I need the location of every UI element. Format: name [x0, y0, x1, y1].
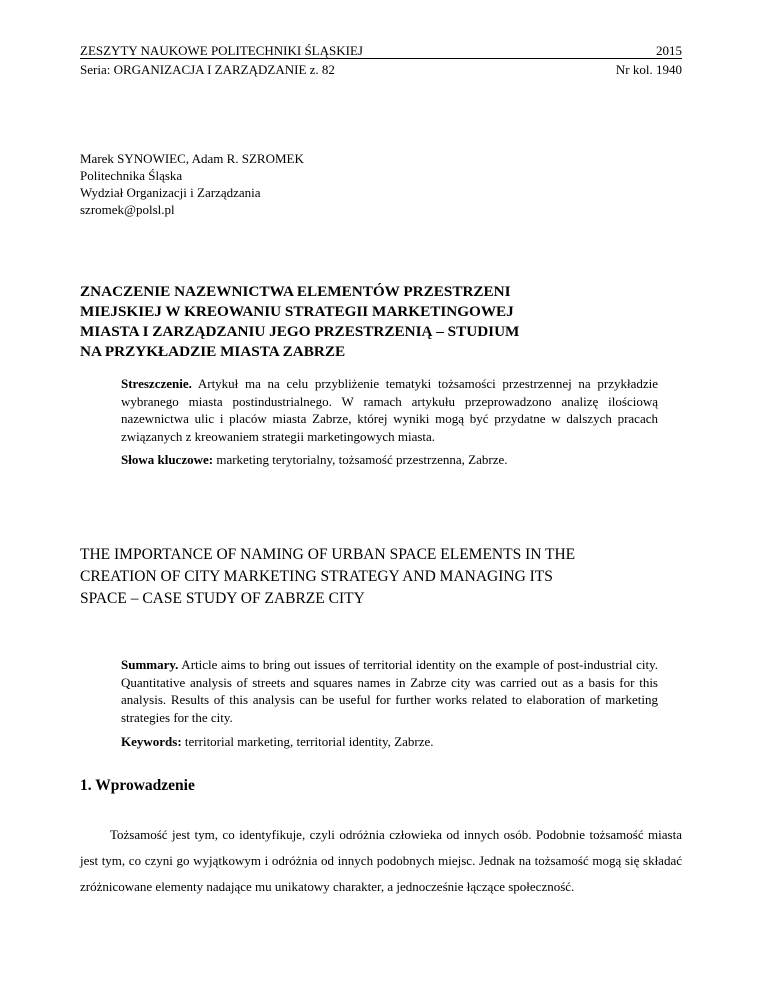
author-names: Marek SYNOWIEC, Adam R. SZROMEK — [80, 151, 304, 166]
title-polish-line: MIASTA I ZARZĄDZANIU JEGO PRZESTRZENIĄ – STUDIUM — [80, 323, 520, 340]
author-email: szromek@polsl.pl — [80, 202, 175, 217]
title-english-line: SPACE – CASE STUDY OF ZABRZE CITY — [80, 590, 365, 607]
keywords-english-list: territorial marketing, territorial identity, Zabrze. — [181, 734, 434, 749]
keywords-english-label: Keywords: — [121, 734, 182, 749]
abstract-polish-body: Artykuł ma na celu przybliżenie tematyki tożsamości przestrzennej na przykładzie wybranego miasta postindustrialnego. W ramach artykułu przeprowadzono analizę ilościową nazewnictwa ulic i placów miasta Zabrze, której wyniki mogą być przydatne w dalszych pracach związanych z kreowaniem strategii marketingowych miasta. — [121, 376, 658, 444]
journal-year: 2015 — [656, 43, 682, 58]
keywords-polish-label: Słowa kluczowe: — [121, 452, 214, 467]
abstract-english-label: Summary. — [121, 657, 179, 672]
abstract-polish-label: Streszczenie. — [121, 376, 192, 391]
keywords-polish — [121, 451, 658, 469]
journal-name: ZESZYTY NAUKOWE POLITECHNIKI ŚLĄSKIEJ — [80, 43, 363, 58]
abstract-polish — [121, 375, 658, 469]
header-rule — [80, 58, 682, 59]
title-polish — [80, 282, 682, 362]
author-block — [80, 150, 304, 218]
author-faculty: Wydział Organizacji i Zarządzania — [80, 185, 261, 200]
abstract-polish-text — [121, 375, 658, 445]
journal-issue: Nr kol. 1940 — [615, 62, 682, 77]
abstract-english — [121, 656, 658, 751]
section-heading: 1. Wprowadzenie — [80, 777, 195, 794]
running-header-bottom — [80, 62, 682, 78]
title-polish-line: ZNACZENIE NAZEWNICTWA ELEMENTÓW PRZESTRZENI — [80, 283, 511, 300]
abstract-english-body: Article aims to bring out issues of territorial identity on the example of post-industrial city. Quantitative analysis of streets and squares names in Zabrze city was carried out as a basis for this analysis. Results of this analysis can be useful for further works related to elaboration of marketing strategies for the city. — [121, 657, 658, 725]
title-polish-line: MIEJSKIEJ W KREOWANIU STRATEGII MARKETINGOWEJ — [80, 303, 514, 320]
title-english-line: CREATION OF CITY MARKETING STRATEGY AND MANAGING ITS — [80, 568, 553, 585]
keywords-polish-list: marketing terytorialny, tożsamość przestrzenna, Zabrze. — [213, 452, 508, 467]
title-english — [80, 544, 682, 610]
title-english-line: THE IMPORTANCE OF NAMING OF URBAN SPACE ELEMENTS IN THE — [80, 546, 576, 563]
section-body — [80, 822, 682, 900]
title-polish-line: NA PRZYKŁADZIE MIASTA ZABRZE — [80, 343, 346, 360]
abstract-english-text — [121, 656, 658, 726]
keywords-english — [121, 733, 658, 751]
running-header-top — [80, 43, 682, 59]
author-university: Politechnika Śląska — [80, 168, 183, 183]
body-paragraph: Tożsamość jest tym, co identyfikuje, czyli odróżnia człowieka od innych osób. Podobnie tożsamość miasta jest tym, co czyni go wyjątkowym i odróżnia od innych podobnych miejsc. Jednak na tożsamość mogą się składać zróżnicowane elementy nadające mu unikatowy charakter, a jednocześnie łączące społeczność. — [80, 827, 682, 894]
journal-series: Seria: ORGANIZACJA I ZARZĄDZANIE z. 82 — [80, 62, 335, 77]
